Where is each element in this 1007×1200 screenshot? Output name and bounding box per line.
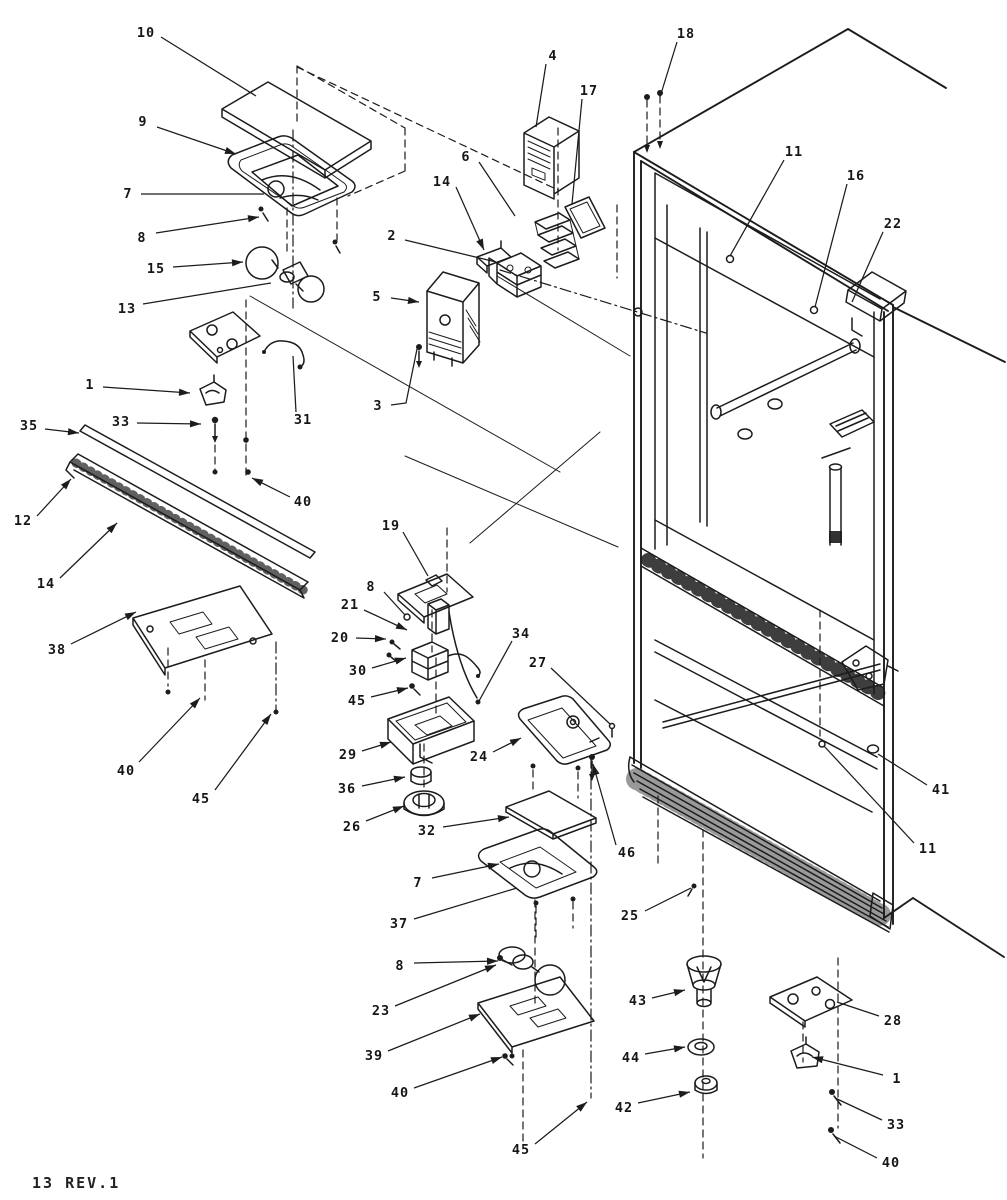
leader-line [391, 349, 417, 405]
callout-label: 23 [371, 1003, 391, 1019]
part-31-wire-clip [262, 341, 304, 370]
callout-4 [536, 48, 558, 127]
callout-1 [85, 377, 190, 396]
toe-grille [629, 757, 893, 932]
callout-label: 40 [390, 1085, 410, 1101]
callout-7 [123, 186, 264, 202]
leader-arrowhead [375, 635, 386, 642]
leader-arrowhead [673, 989, 685, 996]
callout-label: 2 [387, 228, 397, 244]
screw-33-top [212, 417, 251, 475]
callout-8 [395, 958, 498, 974]
leader-line [479, 162, 515, 216]
leader-line [143, 283, 271, 304]
leader-line [572, 99, 582, 204]
leader-line [161, 37, 256, 96]
leader-line [834, 1136, 877, 1158]
leader-arrowhead [576, 1102, 587, 1112]
screw-27 [610, 724, 615, 738]
callout-17 [572, 83, 598, 204]
callout-label: 6 [461, 149, 471, 165]
leader-line [414, 961, 498, 963]
part-1-bracket-top [200, 375, 226, 405]
leader-line [593, 764, 616, 845]
callout-label: 9 [138, 114, 148, 130]
leader-arrowhead [179, 389, 190, 396]
callout-label: 7 [123, 186, 133, 202]
part-15-13-bulbs-socket [246, 247, 324, 302]
leader-arrowhead [396, 622, 407, 630]
callout-31 [293, 356, 312, 428]
callout-label: 13 [117, 301, 137, 317]
callout-label: 45 [511, 1142, 531, 1158]
leader-line [403, 532, 428, 576]
callout-label: 17 [579, 83, 599, 99]
callout-label: 31 [293, 412, 313, 428]
leader-line [536, 64, 546, 127]
callout-label: 5 [372, 289, 382, 305]
callout-label: 38 [47, 642, 67, 658]
callout-label: 44 [621, 1050, 641, 1066]
callout-20 [331, 630, 386, 646]
callout-40 [391, 1057, 502, 1101]
callout-label: 39 [364, 1048, 384, 1064]
callout-label: 41 [931, 782, 951, 798]
leader-arrowhead [394, 658, 406, 665]
leader-arrowhead [224, 147, 236, 154]
callout-15 [147, 259, 243, 277]
footer-note: 13 REV.1 [32, 1174, 121, 1192]
leader-line [645, 888, 691, 911]
leader-arrowhead [379, 742, 391, 749]
callout-label: 16 [846, 168, 866, 184]
callout-label: 8 [137, 230, 147, 246]
callout-35 [20, 418, 79, 435]
callout-45 [348, 687, 408, 709]
part-43-funnel [687, 956, 721, 1007]
part-44-washer [688, 1039, 714, 1055]
leader-arrowhead [490, 1057, 502, 1064]
leader-line [293, 356, 296, 412]
callout-label: 1 [85, 377, 95, 393]
screw-target-16 [811, 307, 818, 314]
leader-arrowhead [248, 215, 259, 222]
callout-label: 1 [892, 1071, 902, 1087]
callout-1 [812, 1056, 902, 1087]
leader-line [479, 641, 512, 701]
callout-label: 46 [617, 845, 637, 861]
callout-label: 40 [881, 1155, 901, 1171]
callout-29 [339, 742, 391, 763]
callout-42 [615, 1091, 690, 1116]
callout-label: 15 [146, 261, 166, 277]
callout-24 [470, 738, 521, 765]
callout-23 [372, 965, 496, 1019]
callout-14 [433, 174, 484, 250]
callout-39 [365, 1014, 480, 1064]
callout-3 [373, 349, 417, 414]
screws-8-top [259, 207, 341, 254]
callout-label: 36 [337, 781, 357, 797]
callout-label: 30 [348, 663, 368, 679]
leader-line [156, 217, 259, 233]
callout-27 [529, 655, 610, 724]
leader-arrowhead [68, 428, 79, 435]
callout-36 [338, 776, 405, 797]
callout-label: 28 [883, 1013, 903, 1029]
callout-30 [349, 658, 406, 679]
callout-6 [461, 149, 515, 216]
part-23-socket-bulb [499, 947, 565, 995]
callout-26 [343, 806, 404, 835]
callout-label: 42 [614, 1100, 634, 1116]
callout-25 [621, 888, 691, 924]
callout-40 [117, 698, 200, 779]
callout-11 [730, 144, 803, 256]
callout-label: 3 [373, 398, 383, 414]
callout-33 [112, 414, 201, 430]
leader-line [837, 1002, 879, 1016]
screw-target-11-top [727, 256, 734, 263]
part-36-cup [411, 767, 431, 785]
leader-arrowhead [392, 806, 404, 813]
callout-label: 40 [293, 494, 313, 510]
leader-arrowhead [484, 965, 496, 972]
leader-line [551, 668, 610, 724]
screws-20 [387, 614, 411, 662]
part-29-container [388, 697, 474, 764]
part-21-piece [428, 599, 449, 634]
part-5-control-box [427, 272, 480, 366]
leader-line [215, 714, 271, 790]
part-1-hinge-plate-top [190, 312, 260, 363]
callout-43 [629, 989, 685, 1009]
leader-line [388, 1014, 480, 1051]
leader-arrowhead [476, 238, 484, 250]
callout-label: 33 [886, 1117, 906, 1133]
callout-18 [660, 26, 695, 97]
callout-13 [118, 283, 271, 317]
part-9-gasket [228, 136, 355, 216]
callout-label: 4 [548, 48, 558, 64]
callout-40 [834, 1136, 900, 1171]
callout-8 [137, 215, 259, 246]
callout-label: 33 [111, 414, 131, 430]
callout-label: 14 [432, 174, 452, 190]
leader-arrowhead [510, 738, 521, 746]
callout-label: 45 [347, 693, 367, 709]
callout-label: 25 [620, 908, 640, 924]
callout-33 [835, 1098, 905, 1133]
callout-label: 19 [381, 518, 401, 534]
callout-label: 11 [784, 144, 804, 160]
callout-41 [878, 754, 950, 798]
leader-line [139, 698, 200, 762]
callout-label: 32 [417, 823, 437, 839]
screw-45-mid [409, 683, 420, 695]
leader-arrowhead [252, 478, 263, 486]
part-38-plate [133, 586, 279, 715]
leader-line [395, 965, 496, 1006]
callout-19 [382, 518, 428, 576]
leader-arrowhead [487, 958, 498, 965]
callout-label: 35 [19, 418, 39, 434]
screw-25-pin [688, 884, 697, 897]
callout-8 [366, 579, 405, 615]
leader-line [157, 127, 236, 154]
screw-3 [416, 344, 422, 368]
callout-7 [413, 863, 499, 891]
callout-label: 8 [395, 958, 405, 974]
callout-34 [479, 626, 530, 701]
part-2-bracket [489, 253, 541, 297]
part-42-grommet [695, 1076, 717, 1094]
leader-arrowhead [232, 259, 243, 266]
callout-45 [192, 714, 271, 807]
part-24-tray [519, 696, 611, 771]
callout-32 [418, 815, 509, 839]
callout-label: 29 [338, 747, 358, 763]
leader-arrowhead [408, 297, 419, 304]
callout-label: 26 [342, 819, 362, 835]
callout-11 [824, 746, 937, 857]
callout-label: 24 [469, 749, 489, 765]
leader-arrowhead [468, 1014, 480, 1021]
callout-21 [341, 597, 407, 630]
leader-line [60, 523, 117, 578]
part-39-cover-plate [478, 977, 594, 1059]
part-28-hinge-plate [770, 977, 852, 1027]
callout-38 [48, 612, 136, 658]
grommet-target-41 [868, 745, 879, 753]
screw-40-bottom [828, 1127, 840, 1143]
callout-37 [390, 888, 517, 932]
screw-33-bottom [829, 1089, 841, 1105]
callout-label: 18 [676, 26, 696, 42]
part-26-grommet [404, 791, 444, 816]
callout-label: 43 [628, 993, 648, 1009]
callout-label: 34 [511, 626, 531, 642]
leader-arrowhead [593, 764, 600, 776]
callout-28 [837, 1002, 902, 1029]
callout-40 [252, 478, 312, 510]
callout-label: 27 [528, 655, 548, 671]
leader-line [815, 184, 847, 307]
callout-label: 12 [13, 513, 33, 529]
callout-label: 7 [413, 875, 423, 891]
callout-14 [37, 523, 117, 592]
callout-label: 37 [389, 916, 409, 932]
leader-arrowhead [190, 420, 201, 427]
callout-5 [372, 289, 419, 305]
leader-line [103, 387, 190, 393]
callout-22 [852, 216, 902, 302]
part-30-switch [412, 642, 480, 680]
cabinet-interior [634, 173, 898, 812]
leader-line [835, 1098, 882, 1120]
leader-arrowhead [674, 1045, 685, 1052]
callout-label: 14 [36, 576, 56, 592]
leader-line [414, 888, 517, 919]
leader-arrowhead [498, 815, 509, 822]
callout-9 [138, 114, 236, 154]
callout-44 [622, 1045, 685, 1066]
callout-layer [14, 25, 950, 1171]
callout-label: 8 [366, 579, 376, 595]
callout-label: 10 [136, 25, 156, 41]
leader-line [878, 754, 927, 785]
leader-arrowhead [262, 714, 271, 725]
callout-label: 11 [918, 841, 938, 857]
callout-label: 45 [191, 791, 211, 807]
callout-label: 21 [340, 597, 360, 613]
callout-label: 22 [883, 216, 903, 232]
leader-line [414, 1057, 502, 1088]
leader-arrowhead [396, 687, 408, 694]
callout-label: 20 [330, 630, 350, 646]
callout-label: 40 [116, 763, 136, 779]
part-12-rail [66, 454, 308, 598]
leader-line [660, 42, 677, 97]
part-34-rod [449, 612, 481, 705]
part-1-bracket-bottom [791, 1037, 819, 1068]
callout-10 [137, 25, 256, 96]
callout-12 [14, 479, 71, 529]
leader-line [730, 160, 784, 256]
